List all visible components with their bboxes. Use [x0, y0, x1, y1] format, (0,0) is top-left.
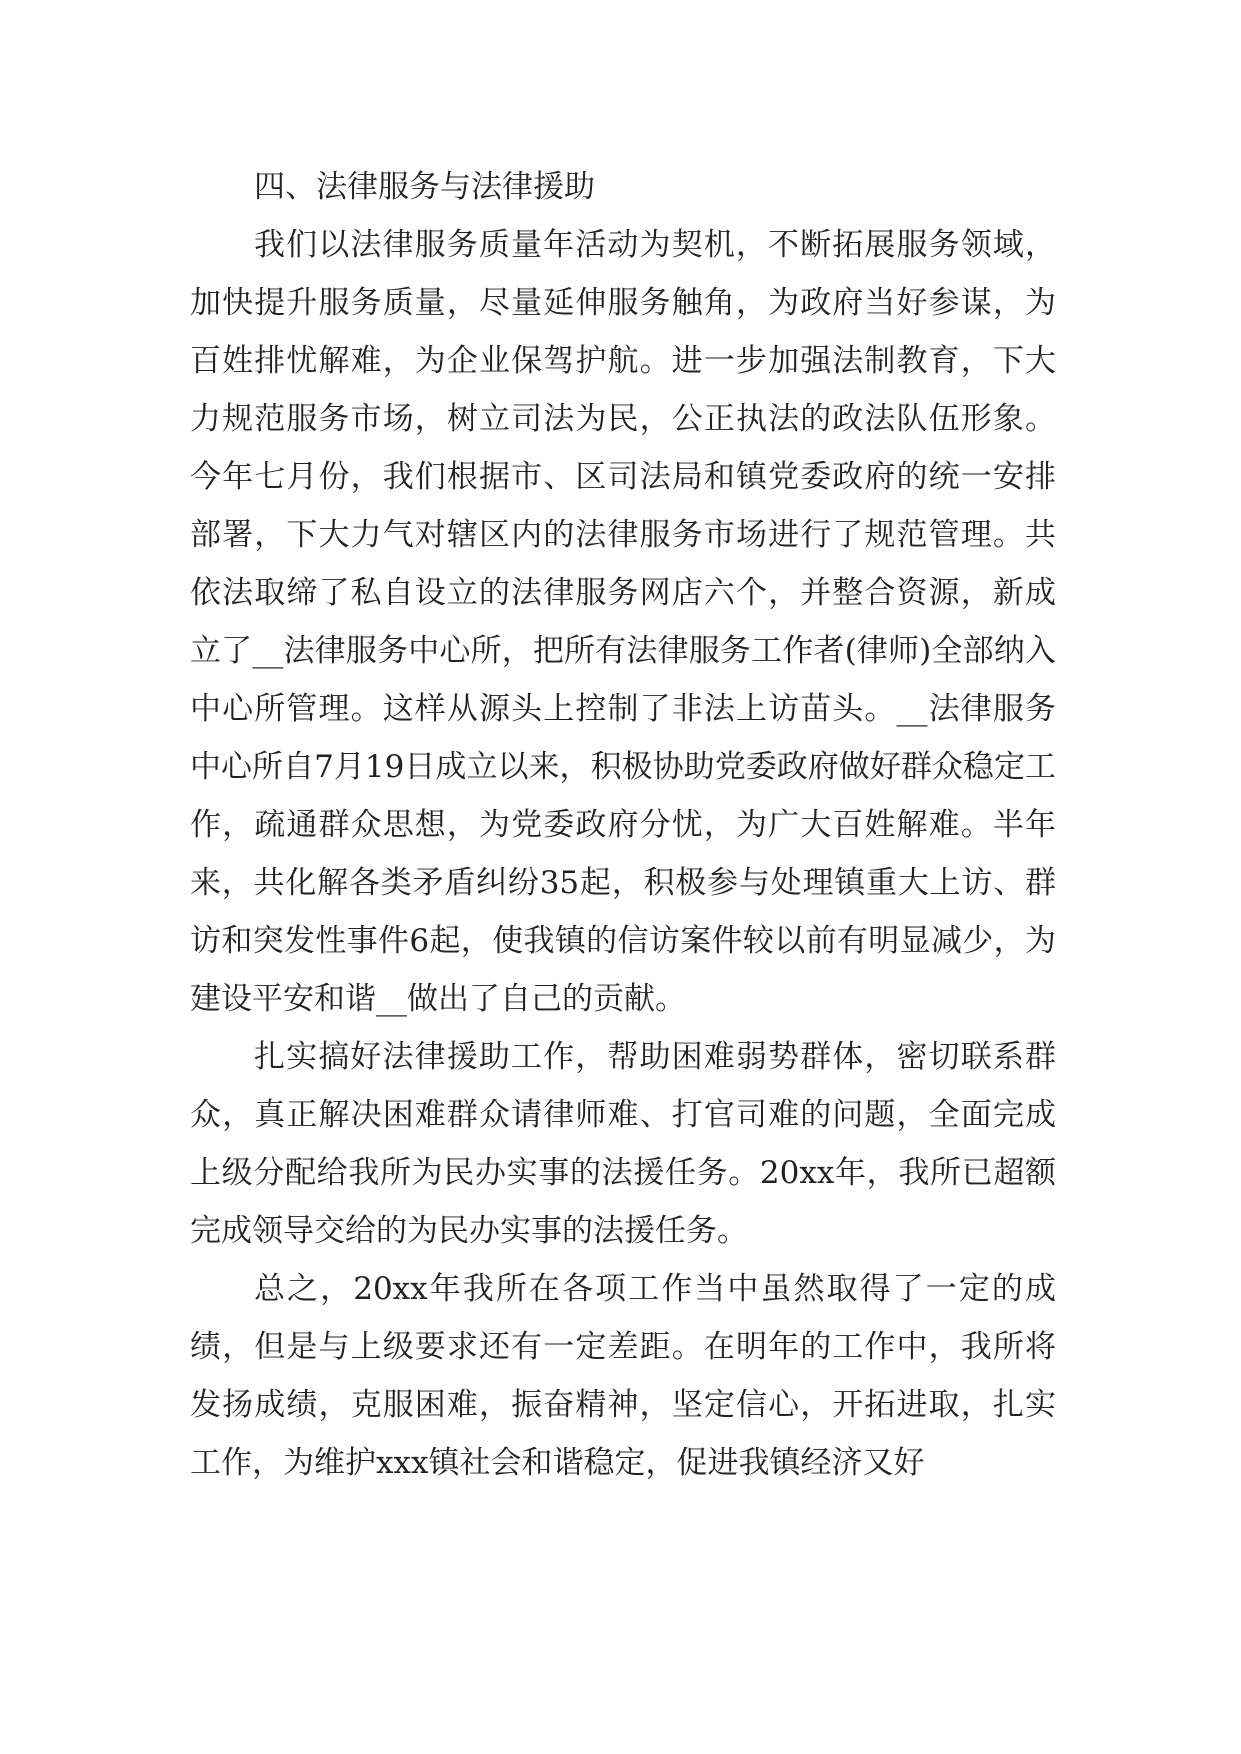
section-heading: 四、法律服务与法律援助: [254, 169, 595, 205]
paragraph-legal-services: 我们以法律服务质量年活动为契机，不断拓展服务领域，加快提升服务质量，尽量延伸服务触角，为政府当好参谋，为百姓排忧解难，为企业保驾护航。进一步加强法制教育，下大力规范服务市场，树立司法为民，公正执法的政法队伍形象。今年七月份，我们根据市、区司法局和镇党委政府的统一安排部署，下大力气对辖区内的法律服务市场进行了规范管理。共依法取缔了私自设立的法律服务网店六个，并整合资源，新成立了__法律服务中心所，把所有法律服务工作者(律师)全部纳入中心所管理。这样从源头上控制了非法上访苗头。__法律服务中心所自7月19日成立以来，积极协助党委政府做好群众稳定工作，疏通群众思想，为党委政府分忧，为广大百姓解难。半年来，共化解各类矛盾纠纷35起，积极参与处理镇重大上访、群访和突发性事件6起，使我镇的信访案件较以前有明显减少，为建设平安和谐__做出了自己的贡献。: [190, 227, 1056, 1017]
paragraph-summary: 总之，20xx年我所在各项工作当中虽然取得了一定的成绩，但是与上级要求还有一定差距。在明年的工作中，我所将发扬成绩，克服困难，振奋精神，坚定信心，开拓进取，扎实工作，为维护xxx镇社会和谐稳定，促进我镇经济又好: [190, 1271, 1056, 1481]
paragraph-legal-aid: 扎实搞好法律援助工作，帮助困难弱势群体，密切联系群众，真正解决困难群众请律师难、打官司难的问题，全面完成上级分配给我所为民办实事的法援任务。20xx年，我所已超额完成领导交给的为民办实事的法援任务。: [190, 1039, 1056, 1249]
document-body: [190, 158, 1056, 1492]
